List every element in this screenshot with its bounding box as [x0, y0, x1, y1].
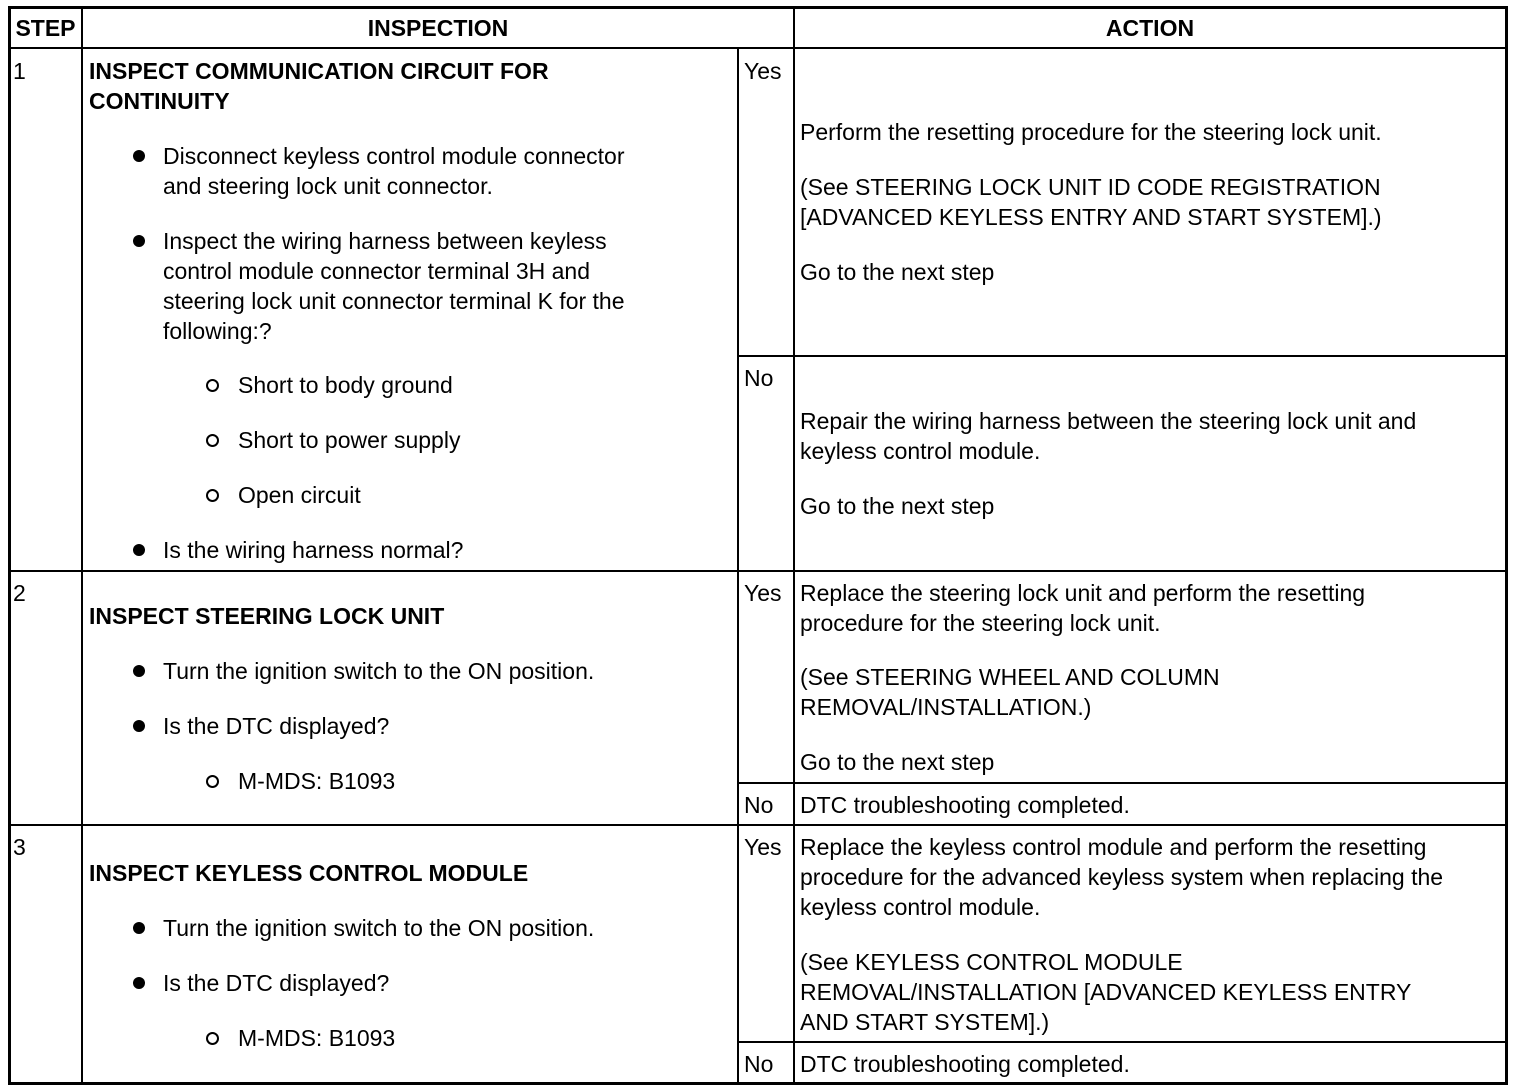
bullet-icon — [133, 922, 145, 934]
action-text: REMOVAL/INSTALLATION.) — [800, 694, 1092, 720]
table-border-left — [8, 6, 11, 1085]
divider-step3-yesno — [737, 1041, 1508, 1043]
sub-bullet-text: M-MDS: B1093 — [238, 1025, 396, 1051]
sub-bullet-text: M-MDS: B1093 — [238, 768, 396, 794]
action-text: Go to the next step — [800, 749, 995, 775]
action-text: Replace the keyless control module and perform the resetting — [800, 834, 1427, 860]
bullet-text: Is the wiring harness normal? — [163, 537, 464, 563]
action-text: (See STEERING WHEEL AND COLUMN — [800, 664, 1220, 690]
table-border-bottom — [8, 1082, 1508, 1085]
action-text: DTC troubleshooting completed. — [800, 792, 1130, 818]
step-number: 3 — [13, 834, 26, 860]
sub-bullet-text: Short to power supply — [238, 427, 461, 453]
sub-bullet-text: Open circuit — [238, 482, 361, 508]
divider-step-col — [81, 6, 83, 1085]
action-text: [ADVANCED KEYLESS ENTRY AND START SYSTEM].) — [800, 204, 1382, 230]
action-text: Repair the wiring harness between the steering lock unit and — [800, 408, 1417, 434]
bullet-icon — [133, 720, 145, 732]
action-text: Go to the next step — [800, 259, 995, 285]
no-label: No — [744, 365, 774, 391]
divider-header — [8, 47, 1508, 49]
step-title: INSPECT STEERING LOCK UNIT — [89, 603, 445, 629]
step-title: CONTINUITY — [89, 88, 230, 114]
bullet-text: Is the DTC displayed? — [163, 970, 390, 996]
header-step: STEP — [15, 15, 76, 41]
bullet-text: control module connector terminal 3H and — [163, 258, 591, 284]
yes-label: Yes — [744, 580, 782, 606]
step-title: INSPECT COMMUNICATION CIRCUIT FOR — [89, 58, 549, 84]
sub-bullet-icon — [206, 489, 219, 502]
action-text: DTC troubleshooting completed. — [800, 1051, 1130, 1077]
divider-yesno-col — [737, 48, 739, 1085]
bullet-text: Inspect the wiring harness between keyless — [163, 228, 607, 254]
sub-bullet-icon — [206, 434, 219, 447]
bullet-icon — [133, 235, 145, 247]
action-text: procedure for the advanced keyless system when replacing the — [800, 864, 1444, 890]
action-text: Perform the resetting procedure for the steering lock unit. — [800, 119, 1382, 145]
bullet-icon — [133, 977, 145, 989]
table-border-top — [8, 6, 1508, 9]
action-text: procedure for the steering lock unit. — [800, 610, 1161, 636]
action-text: AND START SYSTEM].) — [800, 1009, 1050, 1035]
bullet-text: Is the DTC displayed? — [163, 713, 390, 739]
sub-bullet-icon — [206, 379, 219, 392]
header-action: ACTION — [1105, 15, 1195, 41]
divider-step2-end — [8, 824, 1508, 826]
action-text: (See KEYLESS CONTROL MODULE — [800, 949, 1183, 975]
action-text: (See STEERING LOCK UNIT ID CODE REGISTRATION — [800, 174, 1381, 200]
no-label: No — [744, 1051, 774, 1077]
yes-label: Yes — [744, 58, 782, 84]
step-number: 1 — [13, 58, 26, 84]
step-number: 2 — [13, 580, 26, 606]
sub-bullet-text: Short to body ground — [238, 372, 453, 398]
action-text: REMOVAL/INSTALLATION [ADVANCED KEYLESS ENTRY — [800, 979, 1412, 1005]
header-inspection: INSPECTION — [367, 15, 509, 41]
bullet-text: Turn the ignition switch to the ON position. — [163, 915, 595, 941]
yes-label: Yes — [744, 834, 782, 860]
bullet-text: Disconnect keyless control module connector — [163, 143, 625, 169]
bullet-icon — [133, 150, 145, 162]
divider-step1-end — [8, 570, 1508, 572]
bullet-text: following:? — [163, 318, 272, 344]
divider-step2-yesno — [737, 782, 1508, 784]
sub-bullet-icon — [206, 775, 219, 788]
action-text: keyless control module. — [800, 438, 1041, 464]
action-text: keyless control module. — [800, 894, 1041, 920]
step-title: INSPECT KEYLESS CONTROL MODULE — [89, 860, 529, 886]
bullet-icon — [133, 544, 145, 556]
bullet-text: and steering lock unit connector. — [163, 173, 493, 199]
sub-bullet-icon — [206, 1032, 219, 1045]
bullet-text: steering lock unit connector terminal K for the — [163, 288, 625, 314]
action-text: Go to the next step — [800, 493, 995, 519]
divider-action-col — [793, 6, 795, 1085]
action-text: Replace the steering lock unit and perform the resetting — [800, 580, 1366, 606]
table-border-right — [1505, 6, 1508, 1085]
divider-step1-yesno — [737, 355, 1508, 357]
bullet-icon — [133, 665, 145, 677]
no-label: No — [744, 792, 774, 818]
bullet-text: Turn the ignition switch to the ON position. — [163, 658, 595, 684]
